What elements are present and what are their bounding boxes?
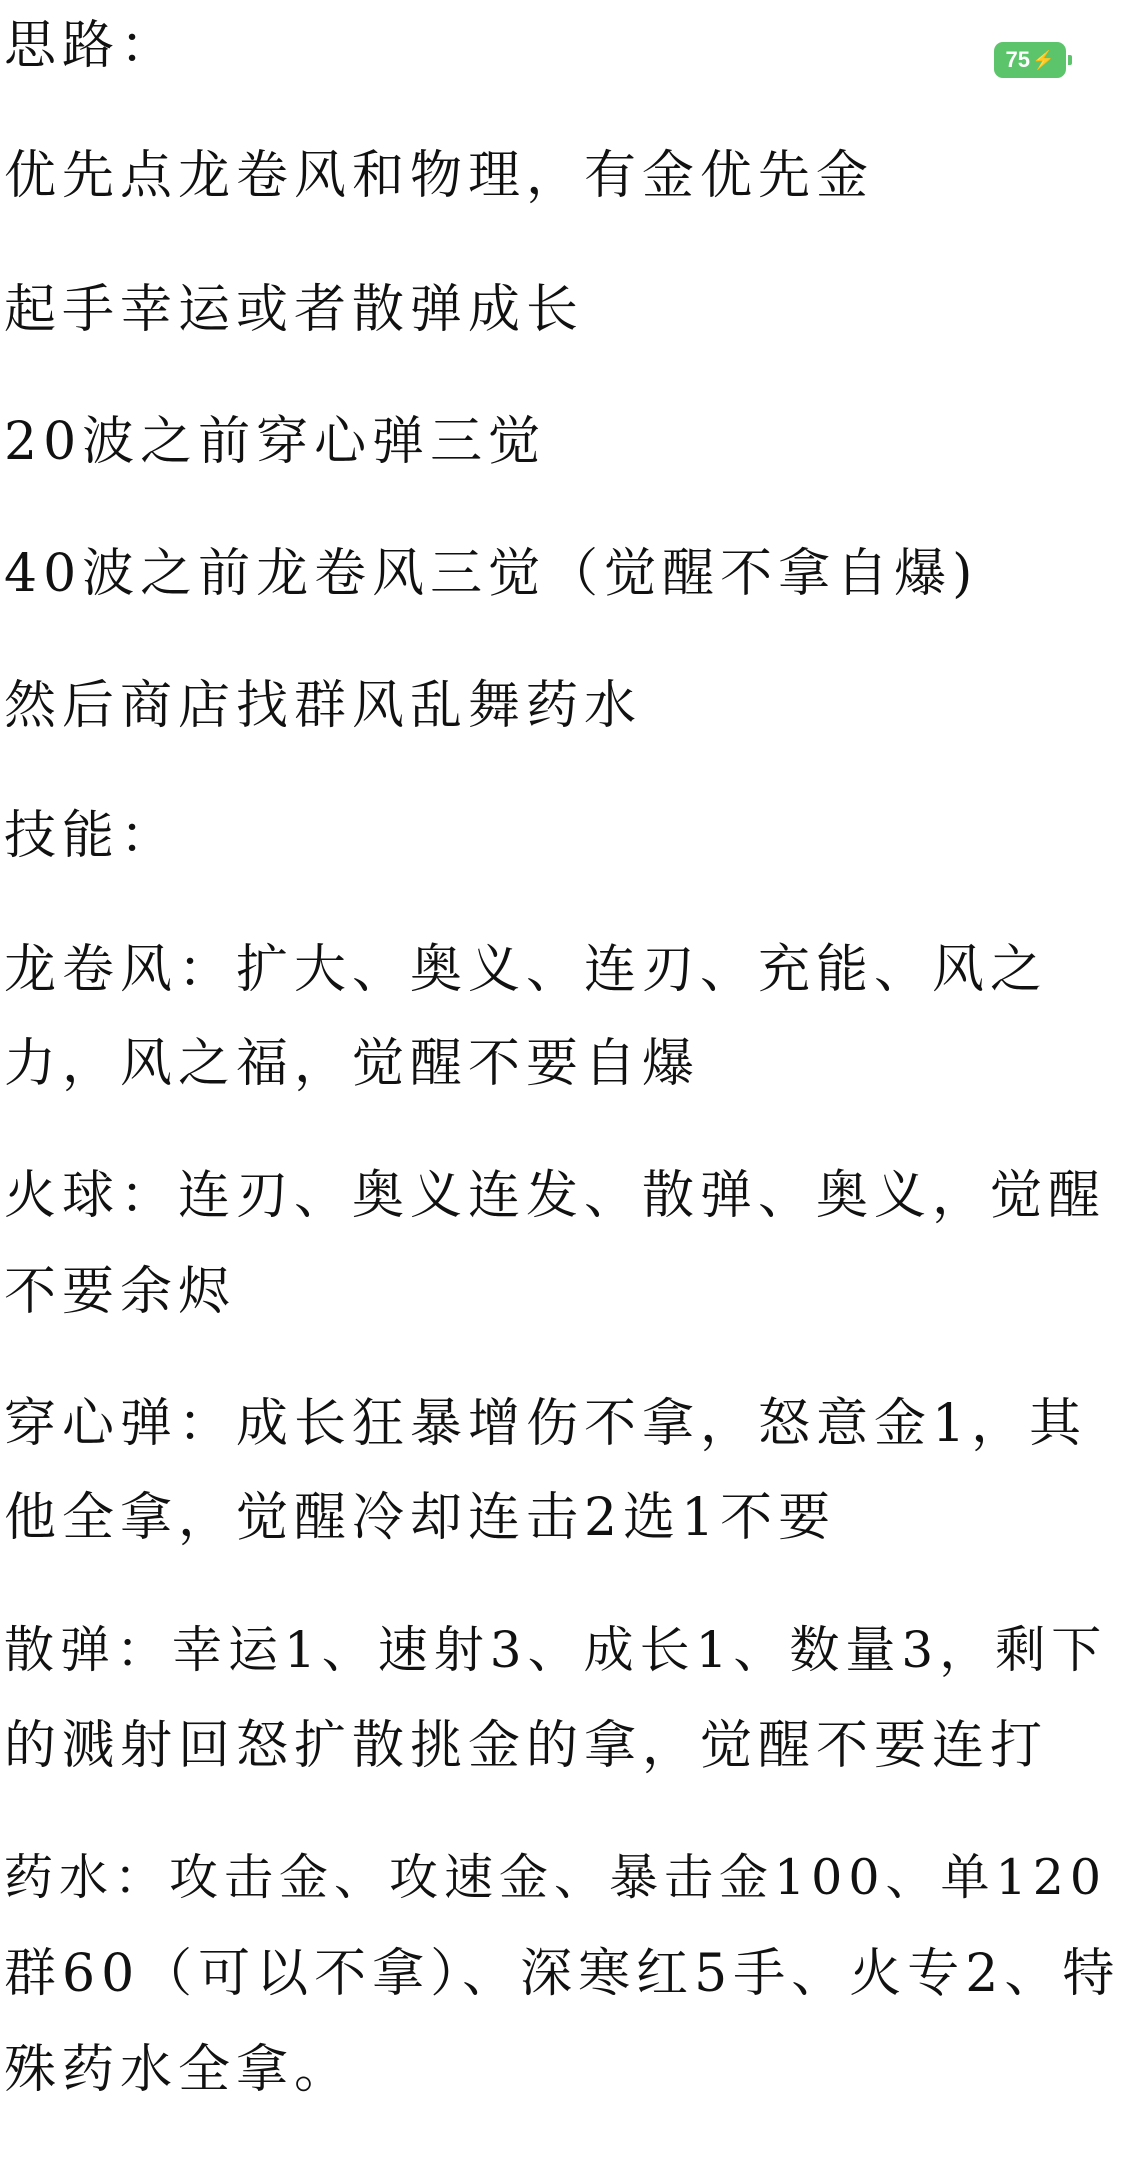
strategy-line-3: 20波之前穿心弹三觉 <box>4 412 547 472</box>
strategy-line-5: 然后商店找群风乱舞药水 <box>4 676 643 736</box>
strategy-line-4: 40波之前龙卷风三觉（觉醒不拿自爆) <box>4 544 979 604</box>
battery-indicator <box>994 42 1066 78</box>
charging-bolt-icon: ⚡ <box>1032 50 1055 70</box>
strategy-line-1: 优先点龙卷风和物理，有金优先金 <box>4 146 875 206</box>
skill-tornado-line-1: 龙卷风：扩大、奥义、连刃、充能、风之 <box>4 940 1049 1000</box>
skill-shotgun-line-1: 散弹：幸运1、速射3、成长1、数量3，剩下 <box>4 1621 1108 1679</box>
skill-potion-line-1: 药水：攻击金、攻速金、暴击金100、单120 <box>4 1849 1108 1906</box>
skill-piercing-line-2: 他全拿，觉醒冷却连击2选1不要 <box>4 1488 837 1548</box>
skill-fireball-line-1: 火球：连刃、奥义连发、散弹、奥义，觉醒 <box>4 1166 1107 1226</box>
skills-heading: 技能： <box>4 806 179 866</box>
strategy-line-2: 起手幸运或者散弹成长 <box>4 280 585 340</box>
skill-piercing-line-1: 穿心弹：成长狂暴增伤不拿，怒意金1，其 <box>4 1394 1088 1454</box>
battery-level-text: 75 <box>1005 47 1031 72</box>
skill-tornado-line-2: 力，风之福，觉醒不要自爆 <box>4 1034 701 1094</box>
skill-potion-line-3: 殊药水全拿。 <box>4 2040 353 2100</box>
skill-shotgun-line-2: 的溅射回怒扩散挑金的拿，觉醒不要连打 <box>4 1716 1049 1776</box>
battery-tip <box>1068 55 1072 65</box>
skill-potion-line-2: 群60（可以不拿）、深寒红5手、火专2、特 <box>4 1944 1121 2004</box>
skill-fireball-line-2: 不要余烬 <box>4 1262 237 1322</box>
note-heading: 思路： <box>4 16 179 76</box>
